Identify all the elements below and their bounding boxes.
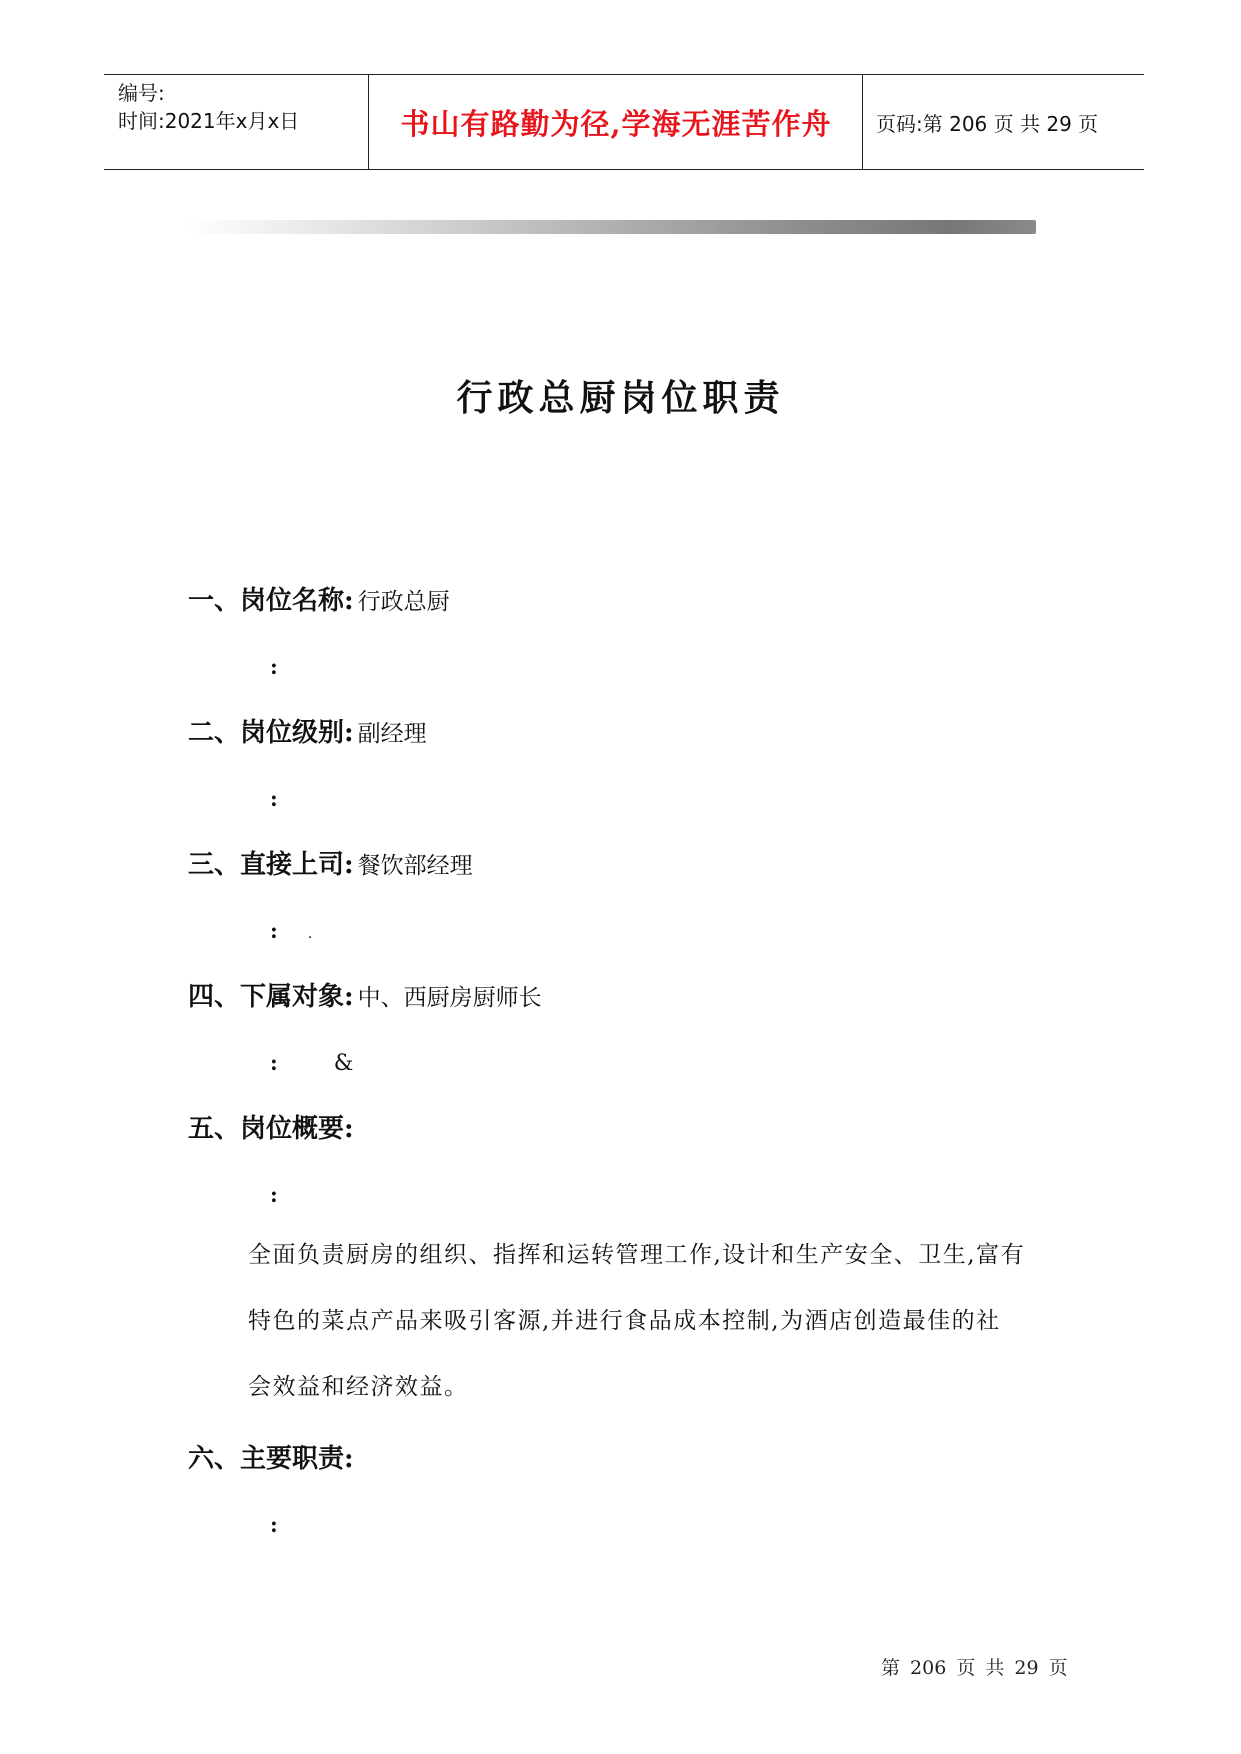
section-summary (188, 1108, 354, 1145)
colon-mark: : (270, 654, 278, 679)
summary-line: 特色的菜点产品来吸引客源,并进行食品成本控制,为酒店创造最佳的社 (248, 1308, 1001, 1334)
header-page-cell (864, 75, 1144, 169)
colon-mark: : (270, 918, 278, 943)
section-value: 行政总厨 (357, 589, 450, 615)
section-main-duties (188, 1438, 354, 1475)
summary-line: 全面负责厨房的组织、指挥和运转管理工作,设计和生产安全、卫生,富有 (248, 1242, 1026, 1268)
header-meta (104, 75, 369, 169)
section-label: 五、岗位概要: (188, 1114, 354, 1144)
ampersand-mark: & (333, 1051, 354, 1076)
decorative-rule (186, 220, 1036, 234)
time-label: 时间:2021年x月x日 (118, 109, 300, 133)
number-label: 编号: (118, 81, 165, 105)
colon-mark: : (270, 1050, 278, 1075)
section-value: 副经理 (357, 721, 427, 747)
motto: 书山有路勤为径,学海无涯苦作舟 (400, 106, 832, 141)
document-title: 行政总厨岗位职责 (456, 377, 785, 419)
section-label: 六、主要职责: (188, 1444, 354, 1474)
section-position-name (188, 580, 450, 617)
header-motto-cell (370, 75, 863, 169)
section-label: 二、岗位级别: (188, 718, 354, 748)
section-label: 一、岗位名称: (188, 586, 354, 616)
section-label: 四、下属对象: (188, 982, 354, 1012)
section-position-level (188, 712, 427, 749)
summary-line: 会效益和经济效益。 (248, 1374, 469, 1400)
section-value: 中、西厨房厨师长 (357, 985, 542, 1011)
sub-line (270, 1182, 278, 1207)
dot-mark: . (307, 926, 313, 942)
sub-line (270, 1050, 353, 1076)
summary-paragraph (248, 1222, 1048, 1420)
section-subordinates (188, 976, 542, 1013)
page-footer: 第 206 页 共 29 页 (881, 1657, 1068, 1679)
colon-mark: : (270, 786, 278, 811)
page-header (104, 74, 1144, 170)
colon-mark: : (270, 1512, 278, 1537)
section-direct-supervisor (188, 844, 473, 881)
sub-line (270, 786, 278, 811)
colon-mark: : (270, 1182, 278, 1207)
section-label: 三、直接上司: (188, 850, 354, 880)
sub-line (270, 654, 278, 679)
page-info: 页码:第 206 页 共 29 页 (876, 111, 1099, 136)
sub-line (270, 1512, 278, 1537)
section-value: 餐饮部经理 (357, 853, 473, 879)
sub-line (270, 918, 312, 943)
